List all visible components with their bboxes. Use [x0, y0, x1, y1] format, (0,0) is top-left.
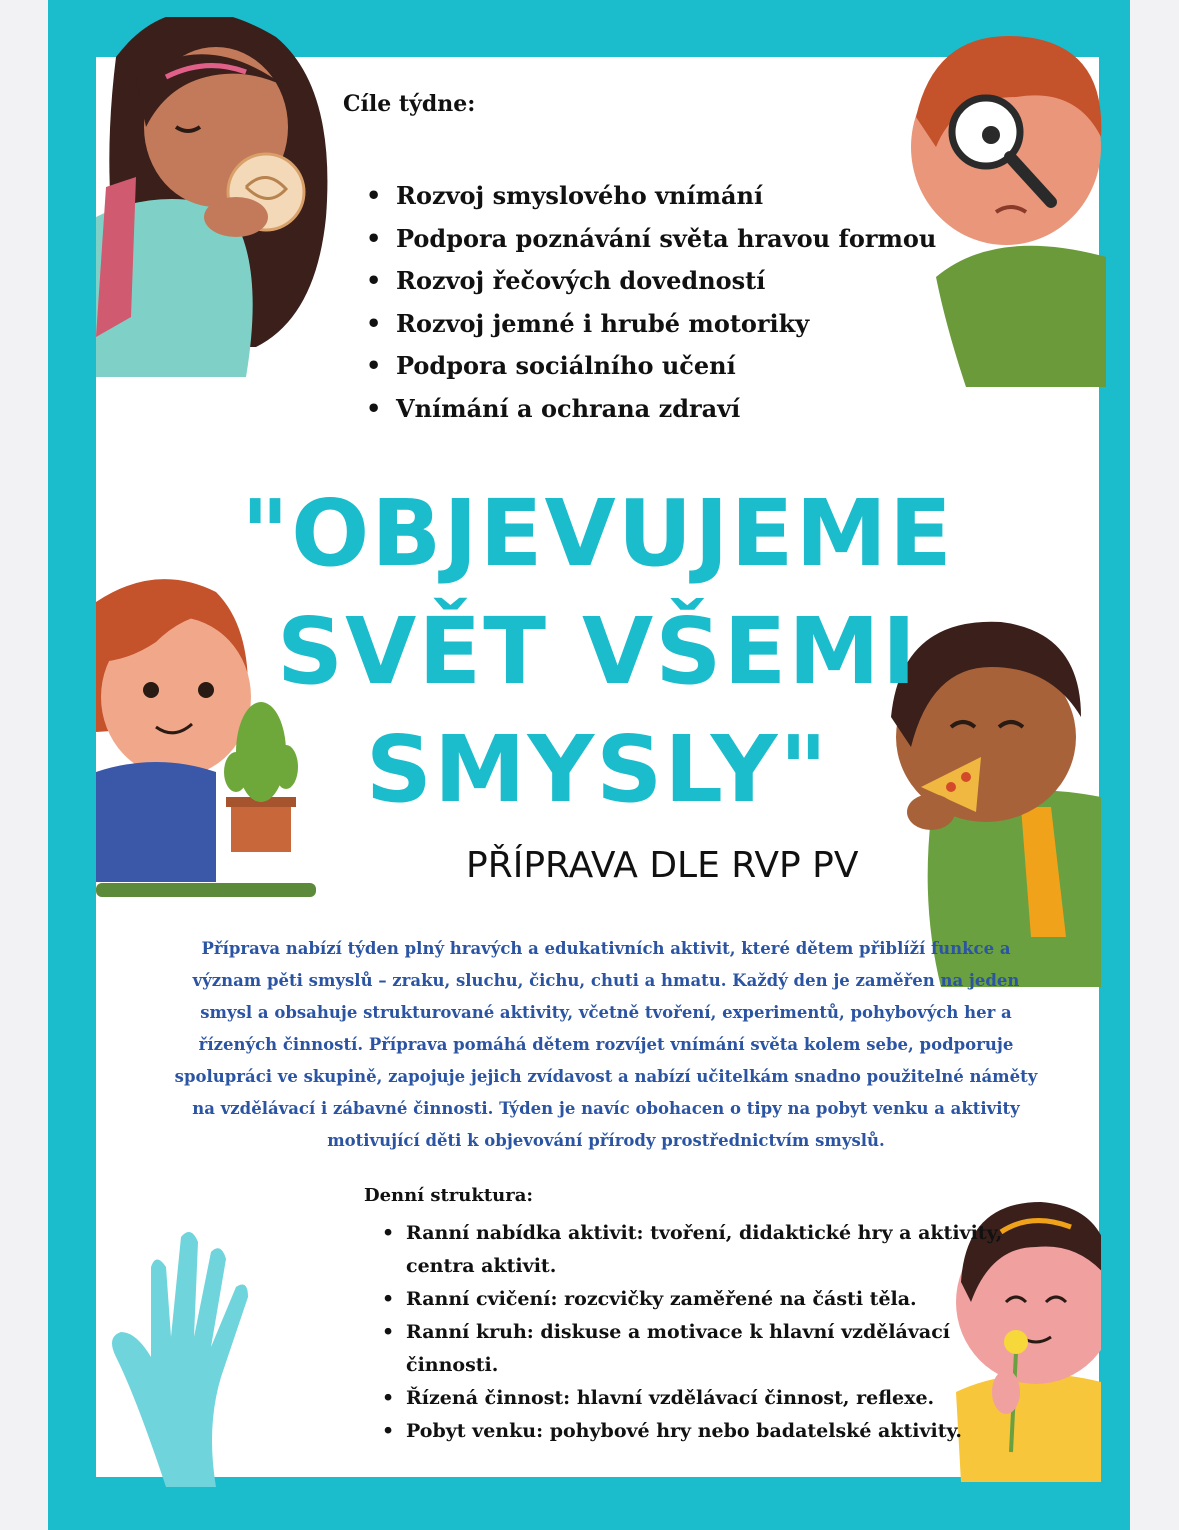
list-item: • Ranní nabídka aktivit: tvoření, didaktické hry a aktivity, centra aktivit. — [406, 1217, 1006, 1283]
page-title — [96, 475, 1099, 829]
description: Příprava nabízí týden plný hravých a edukativních aktivit, které dětem přiblíží funkce a význam pěti smyslů – zraku, sluchu, čichu, chuti a hmatu. Každý den je zaměřen na jeden smysl a obsahuje strukturované aktivity, včetně tvoření, experimentů, pohybových her a řízených činností. Příprava pomáhá dětem rozvíjet vnímání světa kolem sebe, podporuje spolupráci ve skupině, zapojuje jejich zvídavost a nabízí učitelkám snadno použitelné náměty na vzdělávací i zábavné činnosti. Týden je navíc obohacen o tipy na pobyt venku a aktivity motivující děti k objevování přírody prostřednictvím smyslů. — [174, 939, 1038, 1150]
girl-smelling-icon — [96, 17, 336, 377]
daily-structure-list — [406, 1217, 1006, 1448]
headline-line-2: SVĚT VŠEMI — [276, 598, 919, 705]
poster-frame — [48, 0, 1130, 1530]
list-item: • Ranní cvičení: rozcvičky zaměřené na části těla. — [406, 1283, 1006, 1316]
list-item: • Podpora poznávání světa hravou formou — [396, 218, 936, 261]
headline-line-3: SMYSLY" — [365, 716, 830, 823]
headline-line-1: "OBJEVUJEME — [241, 480, 954, 587]
list-item: • Rozvoj jemné i hrubé motoriky — [396, 303, 936, 346]
list-item: • Rozvoj řečových dovedností — [396, 260, 936, 303]
poster-content — [96, 57, 1099, 1477]
list-item: • Pobyt venku: pohybové hry nebo badatelské aktivity. — [406, 1415, 1006, 1448]
goals-title: Cíle týdne: — [343, 91, 476, 117]
list-item: • Podpora sociálního učení — [396, 345, 936, 388]
list-item: • Rozvoj smyslového vnímání — [396, 175, 936, 218]
list-item: • Ranní kruh: diskuse a motivace k hlavní vzdělávací činnosti. — [406, 1316, 1006, 1382]
list-item: • Řízená činnost: hlavní vzdělávací činnost, reflexe. — [406, 1382, 1006, 1415]
subtitle: PŘÍPRAVA DLE RVP PV — [466, 845, 859, 886]
goals-list — [396, 175, 936, 430]
hand-icon — [96, 1207, 266, 1487]
list-item: • Vnímání a ochrana zdraví — [396, 388, 936, 431]
daily-structure-title: Denní struktura: — [364, 1185, 534, 1206]
